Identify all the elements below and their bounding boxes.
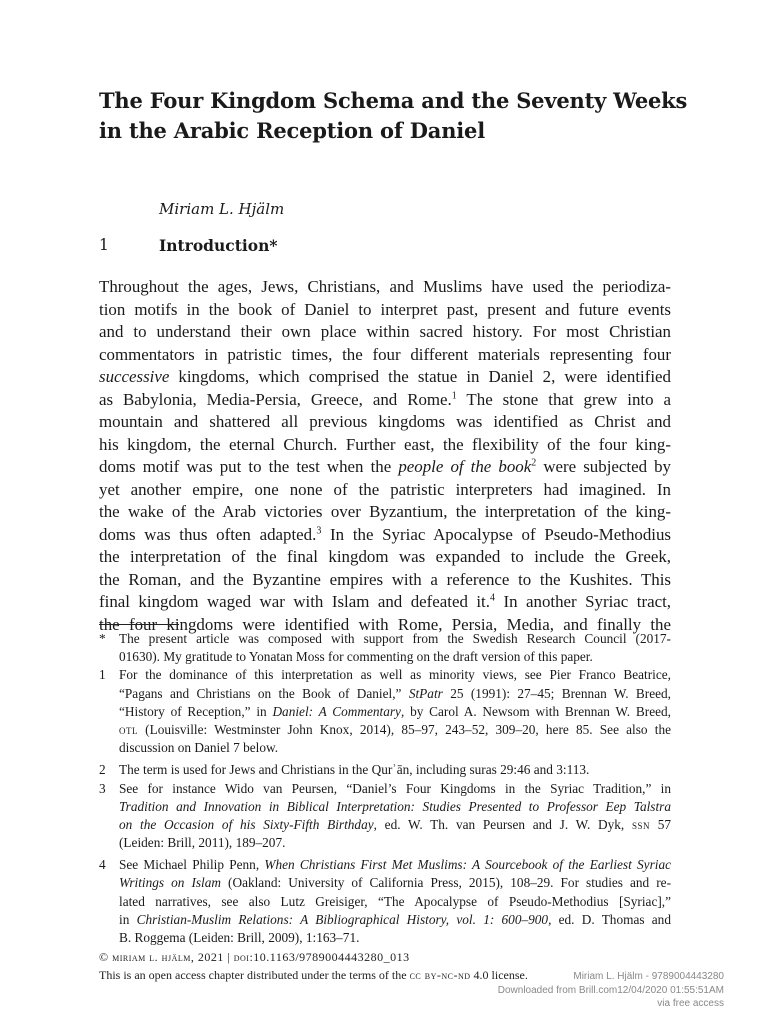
footnote-run: (Louisville: Westminster John Knox, 2014), 85–97, 243–52, 309–20, here 85. See also the <box>138 721 671 737</box>
footnote-line: For the dominance of this interpretation as well as minority views, see Pier Franco Beatrice, <box>119 667 671 683</box>
license-name[interactable]: cc by-nc-nd <box>409 968 471 982</box>
footnote-line <box>119 685 671 703</box>
footnote-3 <box>99 780 671 853</box>
body-line: mountain and shattered all previous kingdoms was identified as Christ and <box>99 412 671 431</box>
footnote-italic: When Christians First Met Muslims: A Sourcebook of the Earliest Syriac <box>264 857 671 873</box>
body-line: the Roman, and the Byzantine empires with a reference to the Kushites. This <box>99 569 671 589</box>
footnote-smallcaps: otl <box>119 721 138 737</box>
footnote-ref-2[interactable]: 2 <box>531 457 537 469</box>
footnote-run: , ed. W. Th. van Peursen and J. W. Dyk, <box>373 816 632 832</box>
title-line-2: in the Arabic Reception of Daniel <box>99 118 485 143</box>
footnote-run: 25 (1991): 27–45; Brennan W. Breed, <box>442 685 671 701</box>
footnote-italic: Tradition and Innovation in Biblical Interpretation: Studies Presented to Professor Eep Talstra <box>119 798 671 814</box>
footnote-line <box>119 911 671 929</box>
author-name: Miriam L. Hjälm <box>159 200 285 218</box>
license-text: 4.0 license. <box>470 968 528 982</box>
body-text-run: final kingdom waged war with Islam and defeated it. <box>99 592 490 611</box>
chapter-title <box>99 86 699 146</box>
footnote-line: (Leiden: Brill, 2011), 189–207. <box>119 835 286 851</box>
footnote-4 <box>99 856 671 947</box>
footnote-line <box>119 721 671 739</box>
body-line <box>99 389 671 412</box>
section-number: 1 <box>99 236 109 254</box>
page-footer <box>99 948 528 984</box>
footnote-smallcaps: ssn <box>631 816 650 832</box>
footnote-italic: StPatr <box>408 685 443 701</box>
body-line <box>99 456 671 479</box>
footnote-line: B. Roggema (Leiden: Brill, 2009), 1:163–71. <box>119 930 360 945</box>
footnote-ref-3[interactable]: 3 <box>316 524 322 536</box>
footnote-1 <box>99 666 671 757</box>
body-line <box>99 524 671 547</box>
footnote-run: , ed. D. Thomas and <box>548 911 671 927</box>
body-text-run: The stone that grew into a <box>456 389 671 409</box>
footnote-italic: Daniel: A Commentary <box>272 703 401 719</box>
footnote-italic: Christian-Muslim Relations: A Bibliographical History, vol. 1: 600–900 <box>136 911 549 927</box>
copyright-line: © miriam l. hjälm, 2021 | doi:10.1163/9789004443280_013 <box>99 950 410 964</box>
watermark-line: Downloaded from Brill.com12/04/2020 01:55:51AM <box>497 984 724 996</box>
footnote-line <box>119 798 671 816</box>
section-title: Introduction* <box>159 236 278 255</box>
body-line: his kingdom, the eternal Church. Further east, the flexibility of the four king- <box>99 434 671 454</box>
footnote-run: “History of Reception,” in <box>119 703 273 719</box>
emphasis: people of the book <box>398 457 532 476</box>
body-line: commentators in patristic times, the four different materials representing four <box>99 344 671 364</box>
footnote-separator <box>99 624 179 625</box>
footnotes <box>99 630 671 947</box>
body-line: the interpretation of the final kingdom was expanded to include the Greek, <box>99 547 671 566</box>
footnote-ref-1[interactable]: 1 <box>451 389 457 401</box>
title-line-1: The Four Kingdom Schema and the Seventy Weeks <box>99 88 688 113</box>
footnote-run: (Oakland: University of California Press, 2015), 108–29. For studies and re- <box>221 875 671 891</box>
body-text-run: doms was thus often adapted. <box>99 524 317 544</box>
body-text-run: as Babylonia, Media-Persia, Greece, and Rome. <box>99 389 452 409</box>
footnote-line: 01630). My gratitude to Yonatan Moss for commenting on the draft version of this paper. <box>119 649 593 665</box>
body-line: and to understand their own place within sacred history. For most Christian <box>99 322 671 341</box>
footnote-mark: 2 <box>99 762 106 778</box>
footnote-mark: * <box>99 631 106 646</box>
body-line: tion motifs in the book of Daniel to interpret past, present and future events <box>99 299 671 319</box>
footnote-line: lated narratives, see also Lutz Greisiger, “The Apocalypse of Pseudo-Methodius [Syriac],” <box>119 893 671 909</box>
footnote-ref-4[interactable]: 4 <box>489 592 495 604</box>
footnote-run: in <box>119 911 137 927</box>
footnote-mark: 3 <box>99 780 106 796</box>
body-line: the four kingdoms were identified with Rome, Persia, Media, and finally the <box>99 614 671 634</box>
footnote-run: “Pagans and Christians on the Book of Daniel,” <box>119 685 409 701</box>
body-text-run: doms motif was put to the test when the <box>99 457 399 476</box>
body-text <box>99 276 671 636</box>
footnote-line: The present article was composed with support from the Swedish Research Council (2017- <box>119 631 671 646</box>
body-text-run: kingdoms, which comprised the statue in Daniel 2, were identified <box>169 367 671 386</box>
emphasis: successive <box>99 367 170 386</box>
footnote-mark: 1 <box>99 667 106 683</box>
body-line <box>99 366 671 389</box>
body-line: the wake of the Arab victories over Byzantium, the interpretation of the king- <box>99 502 671 521</box>
footnote-line: The term is used for Jews and Christians in the Qurʾān, including suras 29:46 and 3:113. <box>119 762 590 778</box>
footnote-mark: 4 <box>99 857 106 873</box>
body-line: Throughout the ages, Jews, Christians, and Muslims have used the periodiza- <box>99 277 671 296</box>
footnote-run: See Michael Philip Penn, <box>119 857 265 873</box>
footnote-line <box>119 816 671 834</box>
footnote-star <box>99 630 671 666</box>
footnote-italic: Writings on Islam <box>119 875 221 891</box>
license-text: This is an open access chapter distributed under the terms of the <box>99 968 410 982</box>
watermark-line: Miriam L. Hjälm - 9789004443280 <box>573 971 724 982</box>
footnote-line <box>119 703 671 721</box>
body-text-run: In another Syriac tract, <box>494 592 671 611</box>
body-line: yet another empire, one none of the patristic interpreters had imagined. In <box>99 479 671 499</box>
watermark-line: via free access <box>657 998 724 1009</box>
footnote-line <box>119 874 671 892</box>
footnote-line: discussion on Daniel 7 below. <box>119 740 279 756</box>
footnote-run: 57 <box>649 816 672 832</box>
footnote-line: See for instance Wido van Peursen, “Daniel’s Four Kingdoms in the Syriac Tradition,” in <box>119 780 671 796</box>
body-text-run: In the Syriac Apocalypse of Pseudo-Methodius <box>321 524 671 544</box>
footnote-run: , by Carol A. Newsom with Brennan W. Breed, <box>400 703 671 719</box>
license-line <box>99 966 528 984</box>
download-watermark <box>498 970 724 1011</box>
footnote-italic: on the Occasion of his Sixty-Fifth Birthday <box>119 816 374 832</box>
footnote-line <box>119 856 671 874</box>
body-line <box>99 591 671 614</box>
body-text-run: were subjected by <box>536 457 672 476</box>
footnote-2 <box>99 761 671 779</box>
